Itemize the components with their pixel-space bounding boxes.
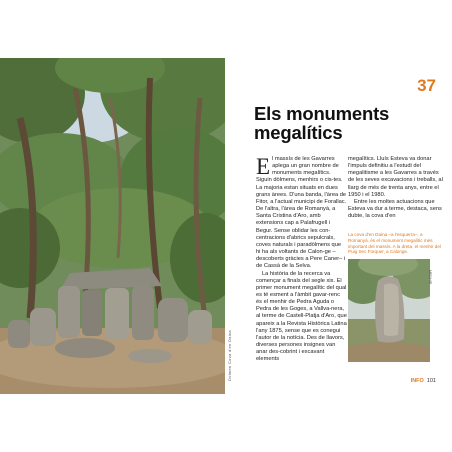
photo-side-tag: MENHIR — [428, 270, 432, 285]
book-spread — [0, 58, 452, 394]
paragraph-intro — [256, 156, 347, 271]
paragraph-esteva: Entre les moltes actuacions que Esteva va dur a terme, destaca, sens dubte, la cova d'en — [348, 198, 442, 220]
right-page — [242, 58, 442, 394]
chapter-title: Els monuments megalítics — [254, 103, 390, 143]
page-folio — [411, 378, 436, 384]
paragraph-history: La història de la recerca va començar a finals del segle xix. El primer monument megalític del qual es té esment a l'àmbit gavar-renc és el menhir de Pedra Aguda o Pedra de les Goges, a Vallva-nera, al terme de Castell-Platja d'Aro, que apareix a la Revista Històrica Latina l'any 1875, sense que es conegui l'autor de la notícia. Des de llavors, diverses persones insignes van anar des-cobrint i excavant elements — [256, 270, 347, 363]
paragraph-continued: megalítics. Lluís Esteva va donar l'impuls definitiu a l'estudi del megalitisme a les Gavarres a través de les seves excavacions i treballs, al llarg de més de trenta anys, entre el 1950 i el 1980. — [348, 156, 443, 198]
body-column-left — [256, 156, 347, 364]
paragraph-intro-text: l massís de les Gavarres aplega un gran nombre de monuments megalítics. Siguin dòlmens, menhirs o cis-tes. La majoria estan situats en dues grans àrees. D'una banda, l'àrea de Fitor, a l'actual municipi de Forallac. De l'altra, l'àrea de Romanyà, a Santa Cristina d'Aro, amb extensions cap a Palafrugell i Begur. Sense oblidar les con-centracions d'abrics sepulcrals, coves naturals i paradòlmens que hi ha als voltants de Calon-ge –descoberts gràcies a Pere Caner– i de Cassà de la Selva. — [256, 156, 347, 270]
page-number: 101 — [426, 378, 436, 384]
chapter-number: 37 — [417, 76, 436, 95]
dolmen-photo — [0, 58, 225, 394]
menhir-photo — [348, 259, 430, 362]
photo-credit: Dolmen Cova d'en Daina — [227, 330, 232, 381]
drop-cap: E — [256, 154, 271, 179]
body-column-right — [348, 156, 446, 220]
folio-label: INFO — [410, 378, 424, 384]
photo-caption: La cova d'en Daina –a l'esquerra–, a Romanyà, és el monument megalític més important del massís. A la dreta, el menhir del Puig Sec Forquer, a Calonge. — [348, 232, 441, 255]
